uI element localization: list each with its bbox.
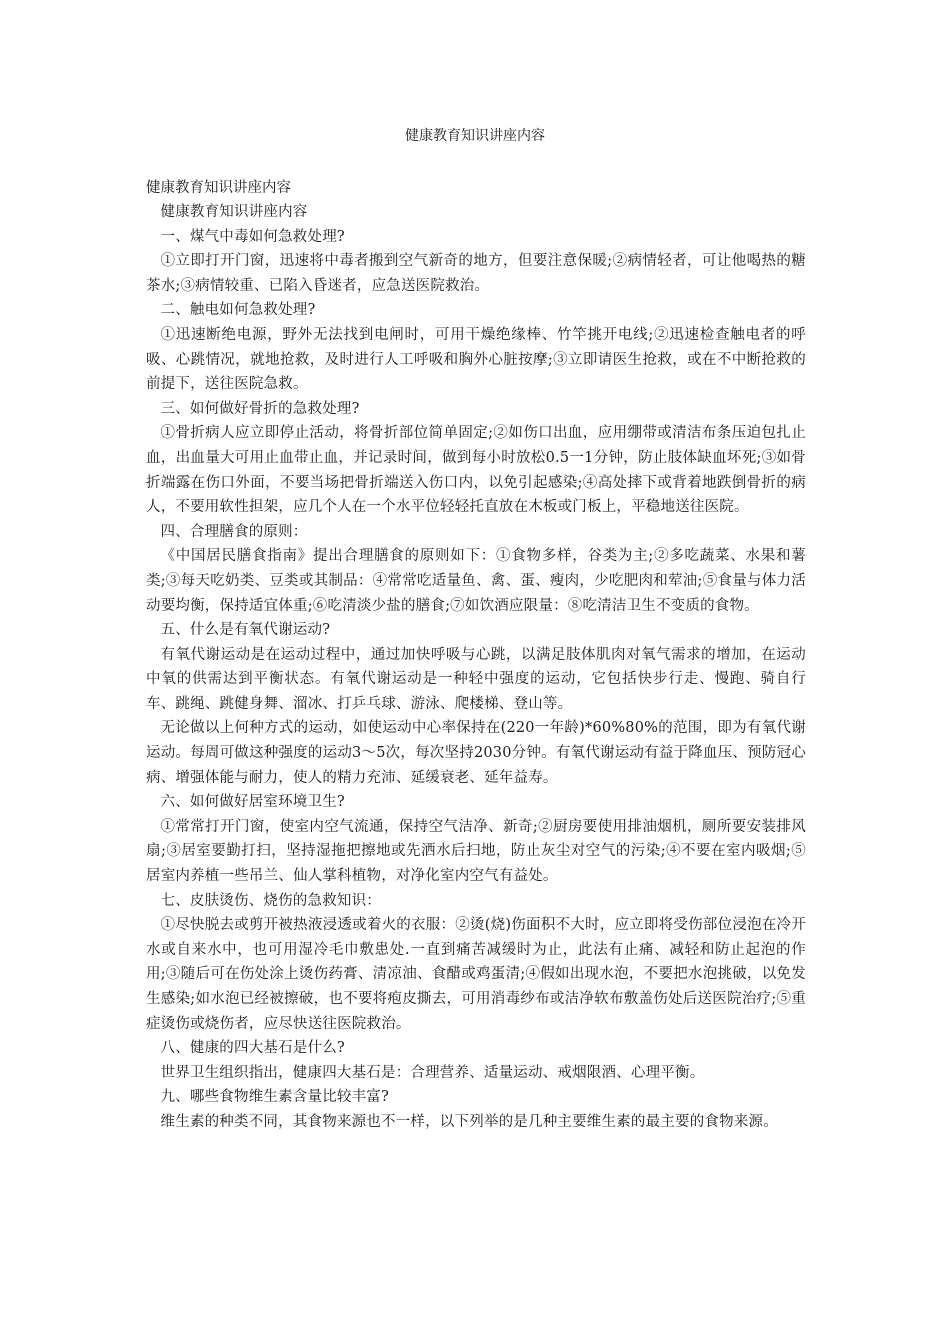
paragraph: 世界卫生组织指出，健康四大基石是：合理营养、适量运动、戒烟限酒、心理平衡。 [160, 1064, 705, 1081]
paragraph: ①立即打开门窗，迅速将中毒者搬到空气新奇的地方，但要注意保暖;②病情轻者，可让他喝热的糖茶水;③病情较重、已陷入昏迷者，应急送医院救治。 [146, 253, 806, 294]
section-heading: 六、如何做好居室环境卫生? [160, 794, 345, 811]
section-heading: 七、皮肤烫伤、烧伤的急救知识： [160, 892, 381, 909]
paragraph: 有氧代谢运动是在运动过程中，通过加快呼吸与心跳，以满足肢体肌肉对氧气需求的增加，在运动中氧的供需达到平衡状态。有氧代谢运动是一种轻中强度的运动，它包括快步行走、慢跑、骑自行车、跳绳、跳健身舞、溜冰、打乒乓球、游泳、爬楼梯、登山等。 [146, 646, 806, 712]
paragraph: 《中国居民膳食指南》提出合理膳食的原则如下：①食物多样，谷类为主;②多吃蔬菜、水果和薯类;③每天吃奶类、豆类或其制品：④常常吃适量鱼、禽、蛋、瘦肉，少吃肥肉和荤油;⑤食量与体力活动要均衡，保持适宜体重;⑥吃清淡少盐的膳食;⑦如饮酒应限量：⑧吃清洁卫生不变质的食物。 [146, 548, 806, 614]
paragraph: ①常常打开门窗，使室内空气流通，保持空气洁净、新奇;②厨房要使用排油烟机，厕所要安装排风扇;③居室要勤打扫，坚持湿拖把擦地或先洒水后扫地，防止灰尘对空气的污染;④不要在室内吸烟;⑤居室内养植一些吊兰、仙人掌科植物，对净化室内空气有益处。 [146, 818, 806, 885]
paragraph: ①骨折病人应立即停止活动，将骨折部位简单固定;②如伤口出血，应用绷带或清洁布条压迫包扎止血，出血量大可用止血带止血，并记录时间，做到每小时放松0.5一1分钟，防止肢体缺血坏死;③如骨折端露在伤口外面，不要当场把骨折端送入伤口内，以免引起感染;④高处摔下或背着地跌倒骨折的病人，不要用软性担架，应几个人在一个水平位轻轻托直放在木板或门板上，平稳地送往医院。 [146, 425, 806, 516]
section-heading: 八、健康的四大基石是什么? [160, 1040, 345, 1057]
paragraph: 健康教育知识讲座内容 [160, 204, 308, 220]
section-heading: 九、哪些食物维生素含量比较丰富? [160, 1089, 389, 1106]
section-heading: 二、触电如何急救处理? [160, 302, 316, 319]
paragraph: ①尽快脱去或剪开被热液浸透或着火的衣服：②烫(烧)伤面积不大时，应立即将受伤部位浸泡在冷开水或自来水中，也可用湿冷毛巾敷患处.一直到痛苦减缓时为止，此法有止痛、减轻和防止起泡的作用;③随后可在伤处涂上烫伤药膏、清凉油、食醋或鸡蛋清;④假如出现水泡，不要把水泡挑破，以免发生感染;如水泡已经被擦破，也不要将疱皮撕去，可用消毒纱布或洁净软布敷盖伤处后送医院治疗;⑤重症烫伤或烧伤者，应尽快送往医院救治。 [146, 917, 806, 1032]
document-title: 健康教育知识讲座内容 [405, 128, 545, 144]
document-body [146, 176, 806, 1135]
section-heading: 一、煤气中毒如何急救处理? [160, 228, 345, 245]
paragraph: 无论做以上何种方式的运动，如使运动中心率保持在(220一年龄)*60%80%的范围，即为有氧代谢运动。每周可做这种强度的运动3～5次，每次坚持2030分钟。有氧代谢运动有益于降血压、预防冠心病、增强体能与耐力，使人的精力充沛、延缓衰老、延年益寿。 [146, 720, 806, 786]
section-heading: 五、什么是有氧代谢运动? [160, 622, 331, 639]
paragraph: ①迅速断绝电源，野外无法找到电闸时，可用干燥绝缘棒、竹竿挑开电线;②迅速检查触电者的呼吸、心跳情况，就地抢救，及时进行人工呼吸和胸外心脏按摩;③立即请医生抢救，或在不中断抢救的前提下，送往医院急救。 [146, 326, 806, 393]
section-heading: 三、如何做好骨折的急救处理? [160, 400, 360, 417]
section-heading: 四、合理膳食的原则： [160, 523, 308, 540]
document-subtitle: 健康教育知识讲座内容 [146, 180, 291, 196]
paragraph: 维生素的种类不同，其食物来源也不一样，以下列举的是几种主要维生素的最主要的食物来源。 [160, 1113, 778, 1130]
